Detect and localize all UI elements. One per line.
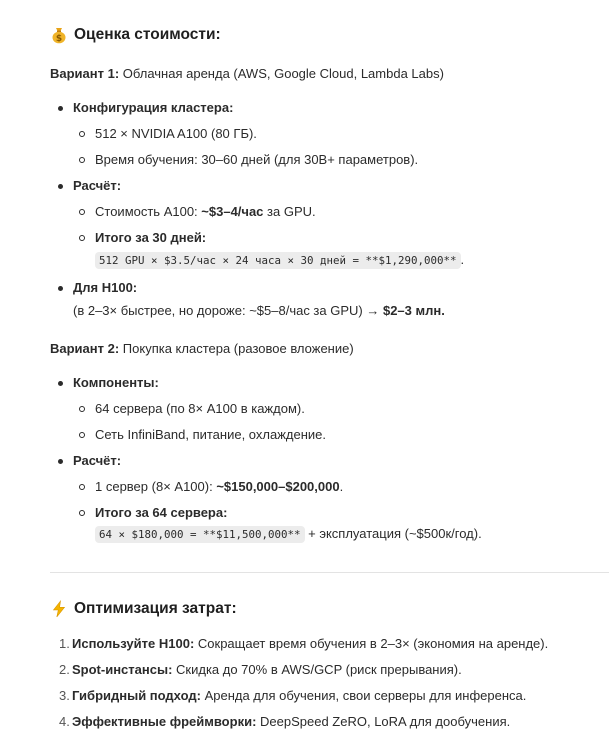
list-item	[73, 204, 316, 219]
total-30-days-code: 512 GPU × $3.5/час × 24 часа × 30 дней = **$1,290,000**	[95, 252, 461, 269]
list-item	[50, 714, 510, 729]
h100-label: Для H100:	[73, 280, 138, 295]
opt-item-title: Spot-инстансы:	[72, 662, 173, 677]
list-item	[73, 230, 206, 245]
list-item	[50, 688, 526, 703]
optimization-heading-text: Оптимизация затрат:	[74, 600, 237, 617]
server-cost-suffix: .	[339, 479, 344, 494]
variant1-title	[50, 66, 444, 81]
list-item	[73, 152, 418, 167]
calc2-label: Расчёт:	[73, 453, 122, 468]
optimization-heading	[50, 600, 237, 618]
total-64-servers-after: + эксплуатация (~$500к/год).	[304, 526, 482, 541]
section-divider	[50, 572, 609, 573]
server-cost-value: ~$150,000–$200,000	[216, 479, 340, 494]
cost-heading-text: Оценка стоимости:	[74, 26, 221, 43]
h100-value: $2–3 млн.	[382, 303, 445, 318]
opt-item-text: Сокращает время обучения в 2–3× (экономия на аренде).	[194, 636, 549, 651]
cluster-item: 512 × NVIDIA A100 (80 ГБ).	[95, 126, 257, 141]
list-item	[50, 280, 137, 295]
list-item	[73, 427, 326, 442]
list-item	[50, 662, 462, 677]
variant2-title	[50, 341, 354, 356]
svg-text:$: $	[55, 34, 63, 44]
list-number: 2.	[59, 662, 70, 677]
list-item	[50, 100, 233, 115]
calc-label: Расчёт:	[73, 178, 122, 193]
list-item	[50, 453, 121, 468]
list-number: 4.	[59, 714, 70, 729]
variant2-title-rest: Покупка кластера (разовое вложение)	[119, 341, 354, 356]
opt-item-title: Эффективные фреймворки:	[72, 714, 257, 729]
cost-a100-value: ~$3–4/час	[201, 204, 264, 219]
opt-item-text: Скидка до 70% в AWS/GCP (риск прерывания).	[172, 662, 462, 677]
server-cost-prefix: 1 сервер (8× A100):	[95, 479, 217, 494]
total-30-days-after: .	[460, 252, 465, 267]
component-item: Сеть InfiniBand, питание, охлаждение.	[95, 427, 326, 442]
cost-a100-prefix: Стоимость A100:	[95, 204, 202, 219]
variant1-title-rest: Облачная аренда (AWS, Google Cloud, Lambda Labs)	[119, 66, 444, 81]
total-64-servers-label: Итого за 64 сервера:	[95, 505, 228, 520]
list-item	[73, 126, 257, 141]
cost-heading	[50, 26, 221, 44]
opt-item-text: Аренда для обучения, свои серверы для инференса.	[200, 688, 527, 703]
money-bag-icon	[50, 26, 68, 44]
list-item	[73, 479, 343, 494]
opt-item-text: DeepSpeed ZeRO, LoRA для дообучения.	[256, 714, 511, 729]
list-number: 3.	[59, 688, 70, 703]
list-item	[73, 505, 227, 520]
h100-text: (в 2–3× быстрее, но дороже: ~$5–8/час за GPU) →	[73, 303, 383, 318]
opt-item-title: Используйте H100:	[72, 636, 195, 651]
list-number: 1.	[59, 636, 70, 651]
cost-a100-suffix: за GPU.	[263, 204, 316, 219]
variant1-title-bold: Вариант 1:	[50, 66, 120, 81]
opt-item-title: Гибридный подход:	[72, 688, 201, 703]
component-item: 64 сервера (по 8× A100 в каждом).	[95, 401, 305, 416]
variant2-title-bold: Вариант 2:	[50, 341, 120, 356]
list-item	[50, 636, 548, 651]
lightning-icon	[50, 600, 68, 618]
list-item	[73, 401, 305, 416]
cluster-item: Время обучения: 30–60 дней (для 30B+ параметров).	[95, 152, 419, 167]
list-item	[50, 375, 159, 390]
components-label: Компоненты:	[73, 375, 159, 390]
cluster-label: Конфигурация кластера:	[73, 100, 234, 115]
total-30-days-label: Итого за 30 дней:	[95, 230, 207, 245]
total-64-servers-code: 64 × $180,000 = **$11,500,000**	[95, 526, 305, 543]
list-item	[50, 178, 121, 193]
